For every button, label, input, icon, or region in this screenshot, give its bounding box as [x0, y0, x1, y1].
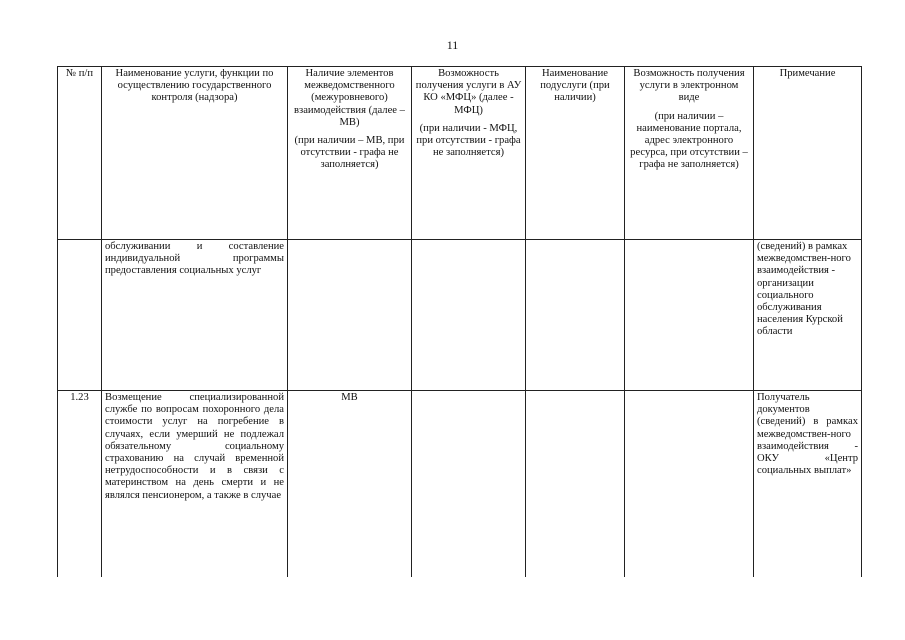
- services-table: [57, 66, 862, 577]
- header-electronic-title: Возможность получения услуги в электронном виде: [633, 68, 745, 104]
- row-note: (сведений) в рамках межведомствен-ного взаимодействия - организации социального обслуживания населения Курской области: [754, 240, 862, 391]
- header-number: № п/п: [58, 67, 102, 240]
- table-row: [58, 240, 862, 391]
- header-electronic-note: (при наличии – наименование портала, адрес электронного ресурса, при отсутствии – графа не заполняется): [630, 110, 748, 171]
- row-service-name: Возмещение специализированной службе по вопросам похоронного дела стоимости услуг на погребение в случаях, если умерший не подлежал обязательному социальному страхованию на случай временной нетрудоспособности и в связи с материнством на день смерти и не являлся пенсионером, а также в случае: [102, 391, 288, 578]
- row-service-name: обслуживании и составление индивидуальной программы предоставления социальных услуг: [102, 240, 288, 391]
- table-header-row: [58, 67, 862, 240]
- header-electronic: [625, 67, 754, 240]
- row-note: Получатель документов (сведений) в рамках межведомствен-ного взаимодействия - ОКУ «Центр социальных выплат»: [754, 391, 862, 578]
- header-service-name: Наименование услуги, функции по осуществлению государственного контроля (надзора): [102, 67, 288, 240]
- page-number: 11: [446, 38, 459, 52]
- row-subservice: [526, 240, 625, 391]
- row-subservice: [526, 391, 625, 578]
- header-mfc-title: Возможность получения услуги в АУ КО «МФЦ» (далее - МФЦ): [415, 68, 522, 116]
- header-mv: [288, 67, 412, 240]
- row-mv: МВ: [288, 391, 412, 578]
- header-note: Примечание: [754, 67, 862, 240]
- header-mfc-note: (при наличии - МФЦ, при отсутствии - графа не заполняется): [416, 122, 521, 159]
- row-electronic: [625, 391, 754, 578]
- header-mfc: [412, 67, 526, 240]
- row-mfc: [412, 240, 526, 391]
- header-subservice: Наименование подуслуги (при наличии): [526, 67, 625, 240]
- row-mv: [288, 240, 412, 391]
- row-number: 1.23: [58, 391, 102, 578]
- header-mv-note: (при наличии – МВ, при отсутствии - графа не заполняется): [294, 135, 405, 171]
- row-mfc: [412, 391, 526, 578]
- header-mv-title: Наличие элементов межведомственного (межуровневого) взаимодействия (далее – МВ): [294, 68, 405, 128]
- row-number: [58, 240, 102, 391]
- table-row: [58, 391, 862, 578]
- row-electronic: [625, 240, 754, 391]
